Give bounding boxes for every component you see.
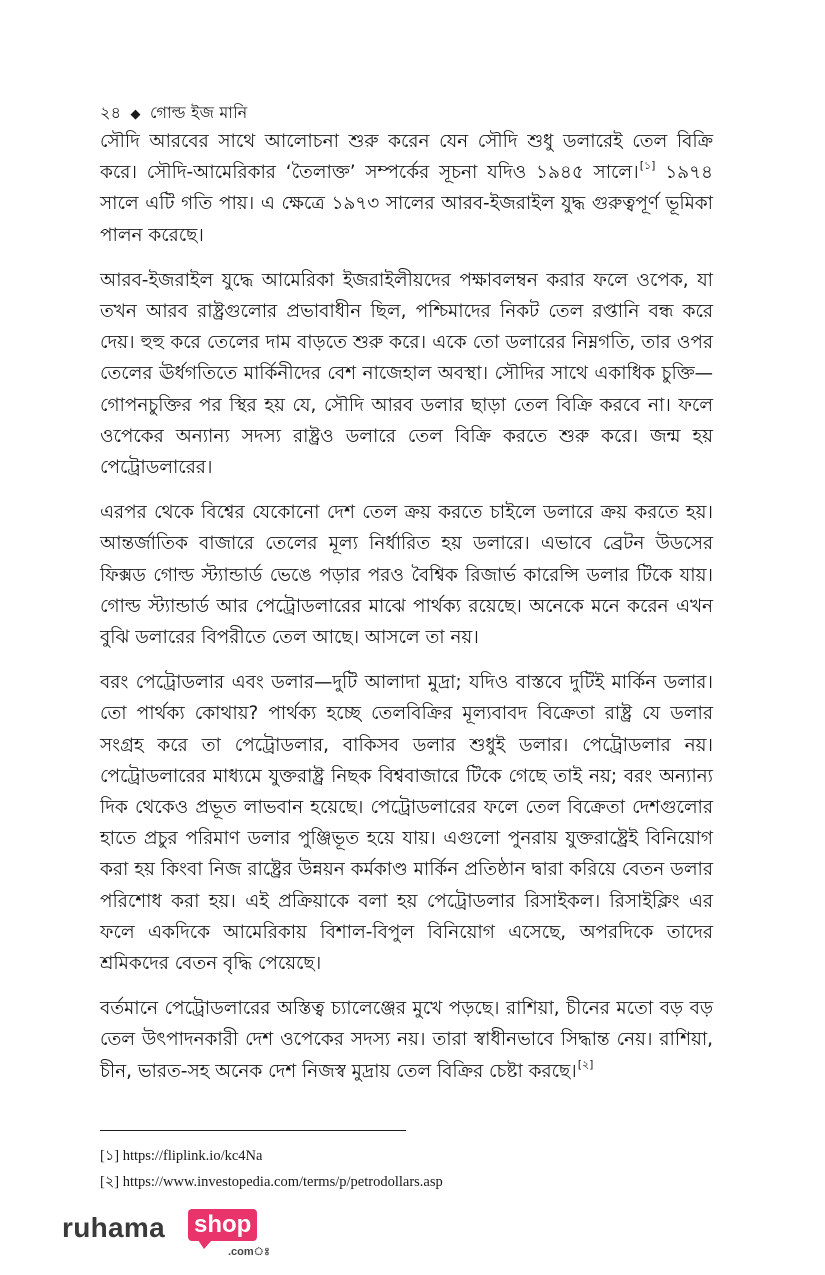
footnote-1 [100,1143,713,1169]
paragraph-text: সৌদি আরবের সাথে আলোচনা শুরু করেন যেন সৌদি শুধু ডলারেই তেল বিক্রি করে। সৌদি-আমেরিকার ‘তৈলাক্ত’ সম্পর্কের সূচনা যদিও ১৯৪৫ সালে। [100,131,713,184]
footnote-link[interactable]: https://www.investopedia.com/terms/p/petrodollars.asp [122,1174,443,1190]
paragraph-5 [100,993,713,1087]
footnote-reference-1[interactable]: [১] [639,159,656,173]
paragraph-4: বরং পেট্রোডলার এবং ডলার—দুটি আলাদা মুদ্রা; যদিও বাস্তবে দুটিই মার্কিন ডলার। তো পার্থক্য কোথায়? পার্থক্য হচ্ছে তেলবিক্রির মূল্যবাবদ বিক্রেতা রাষ্ট্র যে ডলার সংগ্রহ করে তা পেট্রোডলার, বাকিসব ডলার শুধুই ডলার। পেট্রোডলার নয়। পেট্রোডলারের মাধ্যমে যুক্তরাষ্ট্র নিছক বিশ্ববাজারে টিকে গেছে তাই নয়; বরং অন্যান্য দিক থেকেও প্রভূত লাভবান হয়েছে। পেট্রোডলারের ফলে তেল বিক্রেতা দেশগুলোর হাতে প্রচুর পরিমাণ ডলার পুঞ্জিভূত হয়ে যায়। এগুলো পুনরায় যুক্তরাষ্ট্রেই বিনিয়োগ করা হয় কিংবা নিজ রাষ্ট্রের উন্নয়ন কর্মকাণ্ড মার্কিন প্রতিষ্ঠান দ্বারা করিয়ে বেতন ডলার পরিশোধ করা হয়। এই প্রক্রিয়াকে বলা হয় পেট্রোডলার রিসাইকল। রিসাইক্লিং এর ফলে একদিকে আমেরিকায় বিশাল-বিপুল বিনিয়োগ এসেছে, অপরদিকে তাদের শ্রমিকদের বেতন বৃদ্ধি পেয়েছে। [100,672,713,975]
footnotes [100,1143,713,1195]
diamond-icon: ◆ [130,107,141,122]
footnote-reference-2[interactable]: [২] [577,1057,594,1071]
paragraph-text-continued: ১৯৭৪ সালে এটি গতি পায়। এ ক্ষেত্রে ১৯৭৩ সালের আরব-ইজরাইল যুদ্ধ গুরুত্বপূর্ণ ভূমিকা পালন করেছে। [100,162,713,246]
footnote-marker: [১] [100,1148,120,1164]
paragraph-text: বর্তমানে পেট্রোডলারের অস্তিত্ব চ্যালেঞ্জের মুখে পড়ছে। রাশিয়া, চীনের মতো বড় বড় তেল উৎপাদনকারী দেশ ওপেকের সদস্য নয়। তারা স্বাধীনভাবে সিদ্ধান্ত নেয়। রাশিয়া, চীন, ভারত-সহ অনেক দেশ নিজস্ব মুদ্রায় তেল বিক্রির চেষ্টা করছে। [100,998,713,1082]
book-title: গোল্ড ইজ মানি [149,103,248,122]
page-header [100,100,247,127]
logo-wordmark: ruhama [62,1212,165,1243]
page-number: ২৪ [100,103,122,122]
footnote-2 [100,1169,713,1195]
body-text [100,126,713,1101]
paragraph-2: আরব-ইজরাইল যুদ্ধে আমেরিকা ইজরাইলীয়দের পক্ষাবলম্বন করার ফলে ওপেক, যা তখন আরব রাষ্ট্রগুলোর প্রভাবাধীন ছিল, পশ্চিমাদের নিকট তেল রপ্তানি বন্ধ করে দেয়। হুহু করে তেলের দাম বাড়তে শুরু করে। একে তো ডলারের নিম্নগতি, তার ওপর তেলের ঊর্ধগতিতে মার্কিনীদের বেশ নাজেহাল অবস্থা। সৌদির সাথে একাধিক চুক্তি—গোপনচুক্তির পর স্থির হয় যে, সৌদি আরব ডলার ছাড়া তেল বিক্রি করবে না। ফলে ওপেকের অন্যান্য সদস্য রাষ্ট্রও ডলারে তেল বিক্রি করতে শুরু করে। জন্ম হয় পেট্রোডলারের। [100,269,713,479]
footnote-divider [100,1130,406,1131]
footnote-link[interactable]: https://fliplink.io/kc4Na [122,1148,263,1164]
logo-shop-badge: shop [188,1209,257,1241]
paragraph-3: এরপর থেকে বিশ্বের যেকোনো দেশ তেল ক্রয় করতে চাইলে ডলারে ক্রয় করতে হয়। আন্তর্জাতিক বাজারে তেলের মূল্য নির্ধারিত হয় ডলারে। এভাবে ব্রেটন উডসের ফিক্সড গোল্ড স্ট্যান্ডার্ড ভেঙে পড়ার পরও বৈশ্বিক রিজার্ভ কারেন্সি ডলার টিকে যায়। গোল্ড স্ট্যান্ডার্ড আর পেট্রোডলারের মাঝে পার্থক্য রয়েছে। অনেকে মনে করেন এখন বুঝি ডলারের বিপরীতে তেল আছে। আসলে তা নয়। [100,502,713,649]
footnote-marker: [২] [100,1174,120,1190]
logo-domain: .comঃ [228,1246,270,1258]
paragraph-1 [100,126,713,251]
